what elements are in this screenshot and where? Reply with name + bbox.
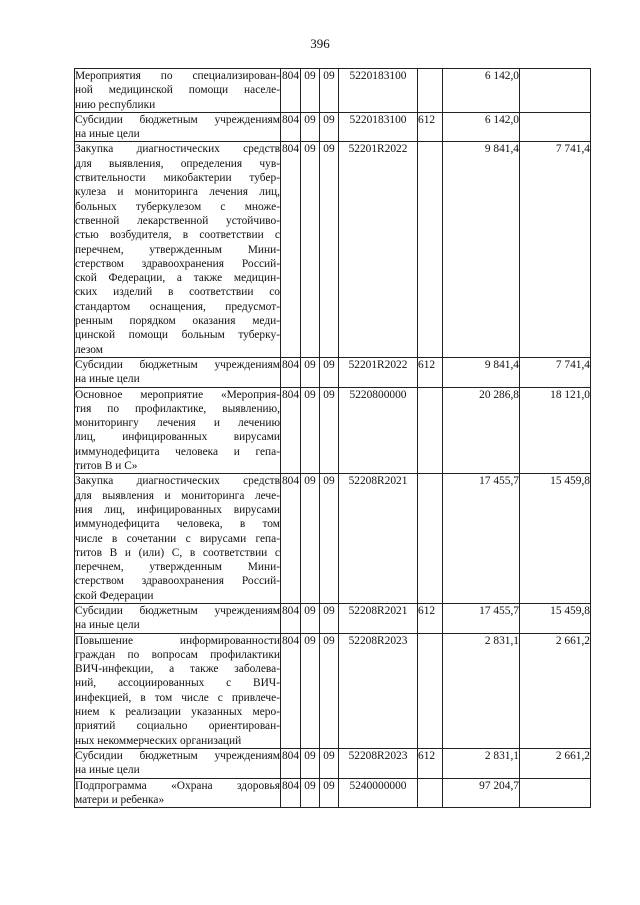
amount-federal-cell: 2 661,2 [520,633,591,748]
item-name-line: на иные цели [75,373,140,386]
expense-type-cell [418,142,443,357]
table-row [75,474,591,604]
item-name-cell [75,633,281,748]
item-name-cell [75,142,281,357]
section-code-cell: 09 [301,748,320,778]
item-name-line: Закупка диагностических средств [75,475,280,488]
item-name-line: Субсидии бюджетным учреждениям [75,749,280,762]
item-name-cell [75,69,281,113]
subsection-code-cell: 09 [320,633,339,748]
item-name-line: стью возбудителя, в соответствии с [75,229,280,242]
item-name-line: числе в сочетании с вирусами гепа- [75,532,280,545]
table-body [75,69,591,808]
amount-federal-cell: 15 459,8 [520,474,591,604]
target-article-cell: 5220800000 [339,387,418,474]
item-name-cell [75,748,281,778]
item-name-line: ных некоммерческих организаций [75,734,242,747]
item-name-line: цинской помощи больным туберку- [75,329,280,342]
item-name-line: на иные цели [75,128,140,141]
amount-current-cell: 20 286,8 [443,387,520,474]
item-name-line: нию республики [75,98,156,111]
subsection-code-cell: 09 [320,69,339,113]
item-name-line: лезом [75,343,103,356]
item-name-line: нием к реализации указанных меро- [75,706,280,719]
item-name-line: Основное мероприятие «Мероприя- [75,388,280,401]
item-name-line: Повышение информированности [75,634,280,647]
item-name-line: Закупка диагностических средств [75,143,280,156]
budget-table [74,68,591,808]
table-row [75,112,591,142]
target-article-cell: 52201R2022 [339,142,418,357]
item-name-line: стерством здравоохранения Россий- [75,575,280,588]
item-name-line: кулеза и мониторинга лечения лиц, [75,186,280,199]
item-name-cell [75,603,281,633]
amount-current-cell: 6 142,0 [443,112,520,142]
ministry-code-cell: 804 [281,69,301,113]
page-number: 396 [310,36,330,51]
section-code-cell: 09 [301,69,320,113]
item-name-line: граждан по вопросам профилактики [75,648,280,661]
table-row [75,603,591,633]
section-code-cell: 09 [301,633,320,748]
item-name-line: Субсидии бюджетным учреждениям [75,113,280,126]
item-name-line: Субсидии бюджетным учреждениям [75,358,280,371]
ministry-code-cell: 804 [281,357,301,387]
expense-type-cell: 612 [418,603,443,633]
item-name-line: ствительности микобактерии тубер- [75,172,280,185]
item-name-line: мониторингу лечения и лечению [75,417,280,430]
subsection-code-cell: 09 [320,112,339,142]
amount-federal-cell: 7 741,4 [520,357,591,387]
item-name-line: перечнем, утвержденным Мини- [75,561,280,574]
target-article-cell: 52208R2023 [339,633,418,748]
table-row [75,69,591,113]
item-name-line: стандартом оснащения, предусмот- [75,300,280,313]
amount-current-cell: 97 204,7 [443,778,520,808]
item-name-line: стерством здравоохранения Россий- [75,257,280,270]
item-name-line: иммунодефицита человека и гепа- [75,445,280,458]
ministry-code-cell: 804 [281,603,301,633]
expense-type-cell [418,69,443,113]
section-code-cell: 09 [301,142,320,357]
expense-type-cell [418,387,443,474]
item-name-line: приятий социально ориентирован- [75,720,280,733]
target-article-cell: 5240000000 [339,778,418,808]
expense-type-cell: 612 [418,748,443,778]
target-article-cell: 5220183100 [339,112,418,142]
item-name-line: для выявления и мониторинга лече- [75,489,280,502]
ministry-code-cell: 804 [281,387,301,474]
amount-federal-cell: 15 459,8 [520,603,591,633]
subsection-code-cell: 09 [320,474,339,604]
item-name-line: ния лиц, инфицированных вирусами [75,503,280,516]
item-name-line: на иные цели [75,619,140,632]
target-article-cell: 52208R2021 [339,603,418,633]
target-article-cell: 52201R2022 [339,357,418,387]
table-row [75,142,591,357]
item-name-line: инфекцией, в том числе с привлече- [75,691,280,704]
item-name-cell [75,474,281,604]
item-name-cell [75,112,281,142]
subsection-code-cell: 09 [320,778,339,808]
item-name-line: тия по профилактике, выявлению, [75,402,280,415]
item-name-line: ской Федерации [75,589,154,602]
amount-current-cell: 17 455,7 [443,474,520,604]
target-article-cell: 52208R2021 [339,474,418,604]
expense-type-cell: 612 [418,357,443,387]
ministry-code-cell: 804 [281,142,301,357]
amount-federal-cell: 18 121,0 [520,387,591,474]
item-name-line: иммунодефицита человека, в том [75,518,280,531]
item-name-line: ственной лекарственной устойчиво- [75,214,280,227]
section-code-cell: 09 [301,474,320,604]
amount-current-cell: 6 142,0 [443,69,520,113]
amount-federal-cell [520,69,591,113]
item-name-cell [75,387,281,474]
item-name-line: лиц, инфицированных вирусами [75,431,280,444]
item-name-line: ной медицинской помощи населе- [75,84,280,97]
subsection-code-cell: 09 [320,357,339,387]
section-code-cell: 09 [301,778,320,808]
amount-current-cell: 2 831,1 [443,748,520,778]
table-row [75,633,591,748]
section-code-cell: 09 [301,112,320,142]
amount-federal-cell: 7 741,4 [520,142,591,357]
ministry-code-cell: 804 [281,778,301,808]
item-name-line: Подпрограмма «Охрана здоровья [75,779,280,792]
item-name-line: титов В и С» [75,460,138,473]
subsection-code-cell: 09 [320,748,339,778]
expense-type-cell: 612 [418,112,443,142]
target-article-cell: 52208R2023 [339,748,418,778]
item-name-line: ских изделий в соответствии со [75,286,280,299]
amount-current-cell: 9 841,4 [443,357,520,387]
item-name-line: больных туберкулезом с множе- [75,200,280,213]
expense-type-cell [418,633,443,748]
amount-current-cell: 2 831,1 [443,633,520,748]
item-name-line: ВИЧ-инфекции, а также заболева- [75,663,280,676]
expense-type-cell [418,778,443,808]
target-article-cell: 5220183100 [339,69,418,113]
item-name-line: Мероприятия по специализирован- [75,70,280,82]
amount-federal-cell [520,112,591,142]
expense-type-cell [418,474,443,604]
subsection-code-cell: 09 [320,387,339,474]
table-row [75,357,591,387]
table-row [75,748,591,778]
ministry-code-cell: 804 [281,748,301,778]
amount-current-cell: 17 455,7 [443,603,520,633]
subsection-code-cell: 09 [320,142,339,357]
table-row [75,778,591,808]
item-name-line: ской Федерации, а также медицин- [75,272,280,285]
item-name-cell [75,357,281,387]
item-name-line: перечнем, утвержденным Мини- [75,243,280,256]
amount-federal-cell: 2 661,2 [520,748,591,778]
ministry-code-cell: 804 [281,633,301,748]
subsection-code-cell: 09 [320,603,339,633]
item-name-line: для выявления, определения чув- [75,157,280,170]
section-code-cell: 09 [301,357,320,387]
item-name-line: титов В и (или) С, в соответствии с [75,546,280,559]
amount-current-cell: 9 841,4 [443,142,520,357]
amount-federal-cell [520,778,591,808]
item-name-line: на иные цели [75,764,140,777]
item-name-line: Субсидии бюджетным учреждениям [75,604,280,617]
item-name-line: матери и ребенка» [75,793,165,806]
section-code-cell: 09 [301,387,320,474]
item-name-line: ренным порядком оказания меди- [75,315,280,328]
item-name-cell [75,778,281,808]
ministry-code-cell: 804 [281,474,301,604]
section-code-cell: 09 [301,603,320,633]
ministry-code-cell: 804 [281,112,301,142]
item-name-line: ний, ассоциированных с ВИЧ- [75,677,280,690]
table-row [75,387,591,474]
